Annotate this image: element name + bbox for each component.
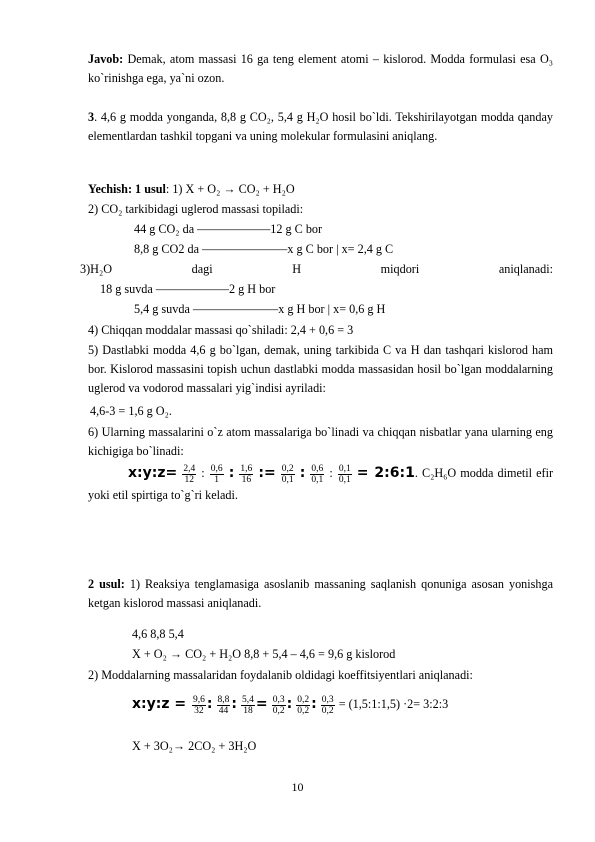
step-3-word: miqdori: [380, 262, 420, 276]
fraction: $\frac{8,8}{44}$: [217, 694, 230, 716]
fraction: $\frac{2,4}{12}$: [183, 463, 196, 485]
step-3-word: aniqlanadi:: [498, 262, 553, 276]
solution-2: [88, 575, 553, 613]
fraction: $\frac{0,3}{0,2}$: [321, 694, 334, 716]
paragraph-answer: [88, 50, 553, 88]
final-reaction: X + 3O₂→ 2CO₂ + 3H₂O: [132, 739, 257, 753]
oxygen-mass: 4,6-3 = 1,6 g O₂.: [90, 404, 172, 418]
fraction: $\frac{0,6}{0,1}$: [311, 463, 324, 485]
problem-3: [88, 108, 553, 146]
eq2-tail: = (1,5:1:1,5) ·2= 3:2:3: [338, 697, 449, 711]
problem-text: . 4,6 g modda yonganda, 8,8 g CO₂, 5,4 g H₂O hosil bo`ldi. Tekshirilayotgan modda qanday elementlardan tashkil topgani va uning molekular formulasini aniqlang.: [88, 110, 553, 143]
step-h2o-line1: 18 g suvda ——————2 g H bor: [100, 282, 276, 296]
step-h2o-line2: 5,4 g suvda ———————x g H bor | x= 0,6 g H: [134, 302, 386, 316]
solution-1-step1: : 1) X + O₂ → CO₂ + H₂O: [165, 182, 295, 196]
fraction: $\frac{0,6}{1}$: [210, 463, 223, 485]
step-6: 6) Ularning massalarini o`z atom massalariga bo`linadi va chiqqan nisbatlar yana ularning eng kichigiga bo`linadi:: [88, 425, 553, 458]
step-co2-line1: 44 g CO₂ da ——————12 g C bor: [134, 222, 323, 236]
fraction: $\frac{0,2}{0,2}$: [297, 694, 310, 716]
eq1-tail: . C₂H₆O modda dimetil efir yoki etil spirtiga to`g`ri keladi.: [88, 466, 554, 502]
solution-1-header: [88, 181, 553, 197]
solution-2-text: 1) Reaksiya tenglamasiga asoslanib massaning saqlanish qonuniga asosan yonishga ketgan kislorod massasi aniqlanadi.: [88, 577, 553, 610]
step-4: 4) Chiqqan moddalar massasi qo`shiladi: 2,4 + 0,6 = 3: [88, 323, 354, 337]
eq2-lhs: x:y:z =: [132, 696, 191, 712]
reaction-oxygen: X + O₂ → CO₂ + H₂O 8,8 + 5,4 – 4,6 = 9,6 g kislorod: [132, 647, 396, 661]
page-number: 10: [291, 780, 304, 794]
equation-2: x:y:z = $\frac{9,6}{32}$ : $\frac{8,8}{44}$ : $\frac{5,4}{18}$ = $\frac{0,3}{0,2}$ : $\frac{0,2}{0,2}$ : $\frac{0,3}{0,2}$ = (1,5:1:1,5) ·2= 3:2:3: [132, 694, 449, 716]
solution-1-label: Yechish: 1 usul: [88, 182, 166, 196]
fraction: $\frac{0,3}{0,2}$: [272, 694, 285, 716]
fraction: $\frac{9,6}{32}$: [192, 694, 205, 716]
step-coefficients: 2) Moddalarning massalaridan foydalanib oldidagi koeffitsiyentlari aniqlanadi:: [88, 668, 473, 682]
answer-text: Demak, atom massasi 16 ga teng element atomi – kislorod. Modda formulasi esa O₃ ko`rinishga ega, ya`ni ozon.: [88, 52, 553, 85]
answer-label: Javob:: [88, 52, 124, 66]
fraction: $\frac{5,4}{18}$: [242, 694, 254, 716]
fraction: $\frac{1,6}{16}$: [240, 463, 253, 485]
masses-row: 4,6 8,8 5,4: [132, 627, 184, 641]
step-co2-line2: 8,8 g CO2 da ———————x g C bor | x= 2,4 g C: [134, 242, 394, 256]
step-3-word: dagi: [191, 262, 213, 276]
step-3: [80, 261, 553, 277]
step-5: 5) Dastlabki modda 4,6 g bo`lgan, demak, uning tarkibida C va H dan tashqari kislorod ham bor. Kislorod massasini topish uchun dastlabki modda massasidan hosil bo`lgan moddalarning uglerod va vodorod massalari yig`indisi ayriladi:: [88, 343, 553, 395]
equation-1: x:y:z= $\frac{2,4}{12}$ : $\frac{0,6}{1}$ : $\frac{1,6}{16}$ := $\frac{0,2}{0,1}$ : $\frac{0,6}{0,1}$ : $\frac{0,1}{0,1}$ = 2:6:1. C₂H₆O modda dimetil efir yoki etil spirtiga to`g`ri keladi.: [88, 463, 554, 502]
step-3-word: 3)H₂O: [80, 262, 113, 276]
solution-2-label: 2 usul:: [88, 577, 125, 591]
fraction: $\frac{0,2}{0,1}$: [281, 463, 294, 485]
fraction: $\frac{0,1}{0,1}$: [338, 463, 351, 485]
eq1-lhs: x:y:z=: [128, 465, 178, 481]
eq1-result: = 2:6:1: [356, 465, 415, 481]
step-3-word: H: [292, 262, 302, 276]
step-2: 2) CO₂ tarkibidagi uglerod massasi topiladi:: [88, 202, 304, 216]
problem-number: 3: [88, 110, 95, 124]
